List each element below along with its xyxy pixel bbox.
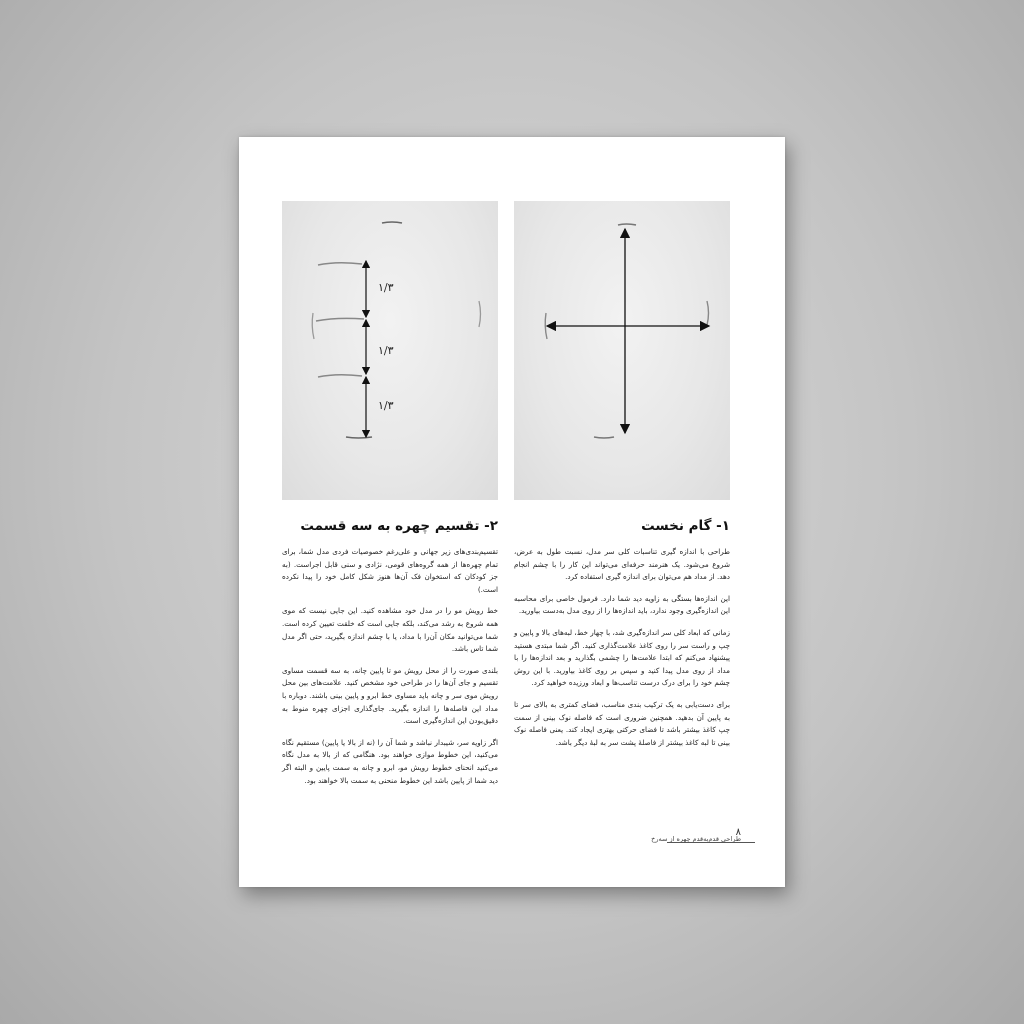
fraction-label-top: ۱/۳ [378,281,394,294]
figure-cross-proportions [514,201,730,500]
section-1-title: ۱- گام نخست [641,518,730,534]
book-page [239,137,785,887]
right-ear-mark [479,301,481,327]
section-2-paragraph: اگر زاویه سر، شیبدار نباشد و شما آن را (نه از بالا یا پایین) مستقیم نگاه می‌کنید، این خطوط موازی خواهند بود. هنگامی که از بالا به مدل نگاه می‌کنید انحنای خطوط رویش مو، ابرو و چانه به سمت پایین و البته اگر دید شما از پایین باشد این خطوط منحنی به سمت بالا خواهند بود. [282,737,498,785]
fraction-label-bottom: ۱/۳ [378,399,394,412]
section-2-title: ۲- تقسیم چهره به سه قسمت [300,518,498,534]
cross-diagram [514,201,730,500]
brow-mark [316,318,364,321]
section-2-paragraph: تقسیم‌بندی‌های زیر جهانی و علی‌رغم خصوصیات فردی مدل شما، برای تمام چهره‌ها از همه گروه‌های قومی، نژادی و سنی قابل اجراست. (به جز کودکان که استخوان فک آن‌ها هنوز شکل کامل خود را پیدا نکرده است.) [282,547,498,594]
page-number: ۸ [735,827,741,838]
left-ear-mark [312,313,314,339]
nose-mark [318,375,362,377]
right-tick-mark [707,301,709,325]
hairline-mark [318,263,362,265]
section-2-column [282,201,498,796]
footer-rule [667,842,755,843]
section-2-paragraph: بلندی صورت را از محل رویش مو تا پایین چانه، به سه قسمت مساوی تقسیم و جای آن‌ها را در طراحی خود مشخص کنید. علامت‌های بین محل رویش موی سر و چانه باید مساوی خط ابرو و پایین بینی باشند. دوباره با مداد این فاصله‌ها را اندازه بگیرید. جای‌گذاری اجزای چهره منوط به دقیق‌بودن این اندازه‌گیری است. [282,665,498,726]
section-1-paragraph: برای دست‌یابی به یک ترکیب بندی مناسب، فضای کمتری به بالای سر تا به پایین آن بدهید. همچنین ضروری است که فاصله نوک بینی از سمت چپ کاغذ بیشتر باشد تا فضای حرکتی بهتری ایجاد کند. یعنی فاصله نوک بینی تا لبه کاغذ بیشتر از فاصلهٔ پشت سر به لبهٔ دیگر باشد. [514,699,730,747]
running-footer-title: طراحی قدم‌به‌قدم چهره از سه‌رخ [651,835,741,843]
section-1-paragraph: این اندازه‌ها بستگی به زاویه دید شما دارد. فرمول خاصی برای محاسبه این اندازه‌گیری وجود ندارد، باید اندازه‌ها را از روی مدل به‌دست بیاورید. [514,593,730,616]
top-tick-mark [382,222,402,223]
chin-mark [346,437,372,438]
left-tick-mark [545,313,547,339]
fraction-label-middle: ۱/۳ [378,344,394,357]
section-2-paragraph: خط رویش مو را در مدل خود مشاهده کنید. این جایی نیست که موی همه شروع به رشد می‌کند، بلکه جایی است که خلقت تعیین کرده است. شما می‌توانید مکان آن‌را با مداد، یا با چشم اندازه بگیرید، حتی اگر مدل شما تاس باشد. [282,606,498,654]
bottom-tick-mark [594,437,614,438]
figure-face-thirds [282,201,498,500]
top-tick-mark [618,224,636,225]
section-1-paragraph: طراحی با اندازه گیری تناسبات کلی سر مدل، نسبت طول به عرض، شروع می‌شود. یک هنرمند حرفه‌ای می‌تواند این کار را با چشم انجام دهد. از مداد هم می‌توان برای اندازه گیری استفاده کرد. [514,547,730,582]
section-1-column [514,201,730,758]
section-1-paragraph: زمانی که ابعاد کلی سر اندازه‌گیری شد، با چهار خط، لبه‌های بالا و پایین و چپ و راست سر را روی کاغذ علامت‌گذاری کنید. اگر شما مبتدی هستید پیشنهاد می‌کنم که ابتدا علامت‌ها را چشمی بگذارید و بعد اندازه‌ها را با مداد از روی مدل پیدا کنید و سپس بر روی کاغذ بیاورید. با این روش چشم خود را برای درک درست تناسب‌ها و ابعاد ورزیده خواهید کرد. [514,627,730,688]
